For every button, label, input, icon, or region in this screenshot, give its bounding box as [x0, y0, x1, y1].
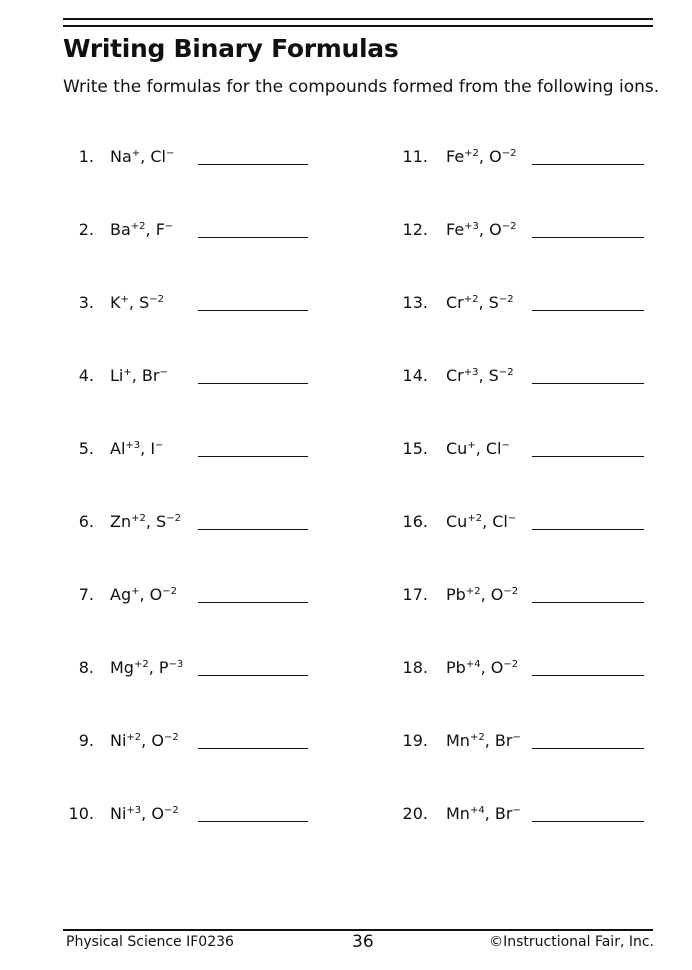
anion-charge: − — [512, 805, 521, 816]
cation: Al — [110, 439, 126, 458]
anion: Br — [494, 731, 513, 750]
ion-pair: $Pb^{+4}$, $O^{-2}$ — [446, 658, 519, 677]
anion: S — [488, 366, 499, 385]
anion: O — [490, 585, 504, 604]
ion-pair: $Mn^{+2}$, Br− — [446, 731, 521, 750]
anion-charge: −2 — [501, 148, 517, 159]
item-number: 20. — [402, 804, 428, 823]
anion: Br — [494, 804, 513, 823]
anion-charge: − — [512, 732, 521, 743]
item-number: 3. — [78, 293, 94, 312]
cation: Ni — [110, 731, 127, 750]
ion-pair: Cu+, Cl− — [446, 439, 510, 458]
cation: Fe — [446, 147, 465, 166]
cation: Ag — [110, 585, 132, 604]
cation: Mn — [446, 731, 470, 750]
cation: Cr — [446, 366, 464, 385]
ion-pair: $Cu^{+2}$, Cl− — [446, 512, 517, 531]
cation: Ba — [110, 220, 131, 239]
anion-charge: −2 — [498, 294, 514, 305]
anion-charge: −2 — [503, 659, 519, 670]
ion-pair: $Pb^{+2}$, $O^{-2}$ — [446, 585, 519, 604]
answer-blank[interactable] — [532, 383, 644, 384]
ion-pair: $Fe^{+2}$, $O^{-2}$ — [446, 147, 517, 166]
cation-charge: +4 — [469, 805, 485, 816]
cation: Ni — [110, 804, 127, 823]
cation-charge: + — [467, 440, 476, 451]
cation: Li — [110, 366, 124, 385]
cation: Zn — [110, 512, 132, 531]
ion-pair: $Cr^{+3}$, $S^{-2}$ — [446, 366, 514, 385]
footer-rule — [63, 929, 653, 931]
anion: S — [156, 512, 167, 531]
exercise-item — [0, 220, 692, 244]
exercise-item — [0, 804, 692, 828]
item-number: 13. — [402, 293, 428, 312]
exercise-item — [0, 293, 692, 317]
item-number: 4. — [78, 366, 94, 385]
anion-charge: −2 — [163, 805, 179, 816]
ion-pair: $Cr^{+2}$, $S^{-2}$ — [446, 293, 514, 312]
page-number: 36 — [352, 932, 374, 952]
exercise-item — [0, 147, 692, 171]
cation-charge: +2 — [464, 148, 479, 159]
cation-charge: +2 — [463, 294, 479, 305]
anion-charge: −2 — [503, 586, 519, 597]
item-number: 19. — [402, 731, 428, 750]
cation-charge: +2 — [130, 221, 146, 232]
ion-pair: Ag+, $O^{-2}$ — [110, 585, 178, 604]
answer-blank[interactable] — [532, 164, 644, 165]
anion: O — [151, 731, 164, 750]
item-number: 11. — [402, 147, 428, 166]
item-number: 9. — [78, 731, 94, 750]
cation-charge: +3 — [125, 440, 141, 451]
cation: Pb — [446, 585, 466, 604]
anion-charge: −2 — [162, 586, 178, 597]
anion: P — [158, 658, 169, 677]
cation: K — [110, 293, 121, 312]
exercise-item — [0, 512, 692, 536]
answer-blank[interactable] — [532, 456, 644, 457]
anion-charge: −2 — [498, 367, 514, 378]
ion-pair: $Ba^{+2}$, F− — [110, 220, 174, 239]
exercise-item — [0, 731, 692, 755]
cation-charge: + — [131, 586, 140, 597]
footer-right: ©Instructional Fair, Inc. — [489, 934, 654, 950]
ion-pair: K+, $S^{-2}$ — [110, 293, 164, 312]
footer-left: Physical Science IF0236 — [66, 934, 234, 950]
anion-charge: − — [164, 221, 174, 232]
item-number: 1. — [78, 147, 94, 166]
anion-charge: −2 — [501, 221, 517, 232]
anion: Cl — [492, 512, 508, 531]
page-title: Writing Binary Formulas — [63, 34, 399, 63]
item-number: 16. — [402, 512, 428, 531]
cation-charge: + — [120, 294, 129, 305]
exercise-item — [0, 585, 692, 609]
anion-charge: −3 — [168, 659, 184, 670]
anion: O — [490, 658, 504, 677]
cation: Cr — [446, 293, 464, 312]
ion-pair: $Zn^{+2}$, $S^{-2}$ — [110, 512, 181, 531]
cation: Pb — [446, 658, 466, 677]
item-number: 7. — [78, 585, 94, 604]
answer-blank[interactable] — [532, 821, 644, 822]
ion-pair: $Ni^{+2}$, $O^{-2}$ — [110, 731, 179, 750]
item-number: 10. — [68, 804, 94, 823]
answer-blank[interactable] — [532, 237, 644, 238]
cation: Cu — [446, 439, 468, 458]
ion-pair: Na+, Cl− — [110, 147, 175, 166]
answer-blank[interactable] — [532, 748, 644, 749]
anion: Cl — [150, 147, 166, 166]
item-number: 5. — [78, 439, 94, 458]
cation: Cu — [446, 512, 468, 531]
cation-charge: +2 — [126, 732, 142, 743]
cation: Mn — [446, 804, 470, 823]
anion-charge: − — [507, 513, 517, 524]
ion-pair: Li+, Br− — [110, 366, 168, 385]
exercise-item — [0, 658, 692, 682]
answer-blank[interactable] — [532, 529, 644, 530]
answer-blank[interactable] — [532, 675, 644, 676]
anion-charge: − — [159, 367, 168, 378]
item-number: 18. — [402, 658, 428, 677]
cation-charge: +2 — [469, 732, 485, 743]
anion: F — [155, 220, 165, 239]
cation-charge: +2 — [465, 586, 481, 597]
anion: O — [149, 585, 163, 604]
cation-charge: +2 — [467, 513, 483, 524]
item-number: 6. — [78, 512, 94, 531]
item-number: 8. — [78, 658, 94, 677]
ion-pair: $Mg^{+2}$, $P^{-3}$ — [110, 658, 184, 677]
anion: O — [151, 804, 164, 823]
item-number: 17. — [402, 585, 428, 604]
cation-charge: + — [123, 367, 132, 378]
item-number: 12. — [402, 220, 428, 239]
answer-blank[interactable] — [532, 310, 644, 311]
cation-charge: +3 — [463, 367, 479, 378]
instructions: Write the formulas for the compounds formed from the following ions. — [63, 77, 660, 97]
cation: Na — [110, 147, 132, 166]
item-number: 2. — [78, 220, 94, 239]
anion: I — [150, 439, 156, 458]
ion-pair: $Al^{+3}$, I− — [110, 439, 164, 458]
cation: Fe — [446, 220, 465, 239]
ion-pair: $Mn^{+4}$, Br− — [446, 804, 521, 823]
ion-pair: $Ni^{+3}$, $O^{-2}$ — [110, 804, 179, 823]
anion: Br — [141, 366, 160, 385]
cation-charge: +2 — [131, 513, 146, 524]
cation-charge: +3 — [464, 221, 479, 232]
cation: Mg — [110, 658, 134, 677]
anion: S — [488, 293, 499, 312]
anion-charge: −2 — [163, 732, 179, 743]
exercise-item — [0, 366, 692, 390]
anion: Cl — [485, 439, 502, 458]
anion-charge: −2 — [149, 294, 164, 305]
anion-charge: −2 — [166, 513, 181, 524]
anion: S — [139, 293, 150, 312]
cation-charge: +3 — [126, 805, 142, 816]
cation-charge: +4 — [465, 659, 481, 670]
top-rule — [63, 18, 653, 20]
item-number: 15. — [402, 439, 428, 458]
exercise-item — [0, 439, 692, 463]
anion: O — [489, 147, 502, 166]
answer-blank[interactable] — [532, 602, 644, 603]
ion-pair: $Fe^{+3}$, $O^{-2}$ — [446, 220, 517, 239]
anion: O — [489, 220, 502, 239]
cation-charge: +2 — [133, 659, 149, 670]
anion-charge: − — [165, 148, 175, 159]
top-rule-2 — [63, 25, 653, 27]
item-number: 14. — [402, 366, 428, 385]
anion-charge: − — [501, 440, 510, 451]
anion-charge: − — [155, 440, 164, 451]
cation-charge: + — [131, 148, 141, 159]
